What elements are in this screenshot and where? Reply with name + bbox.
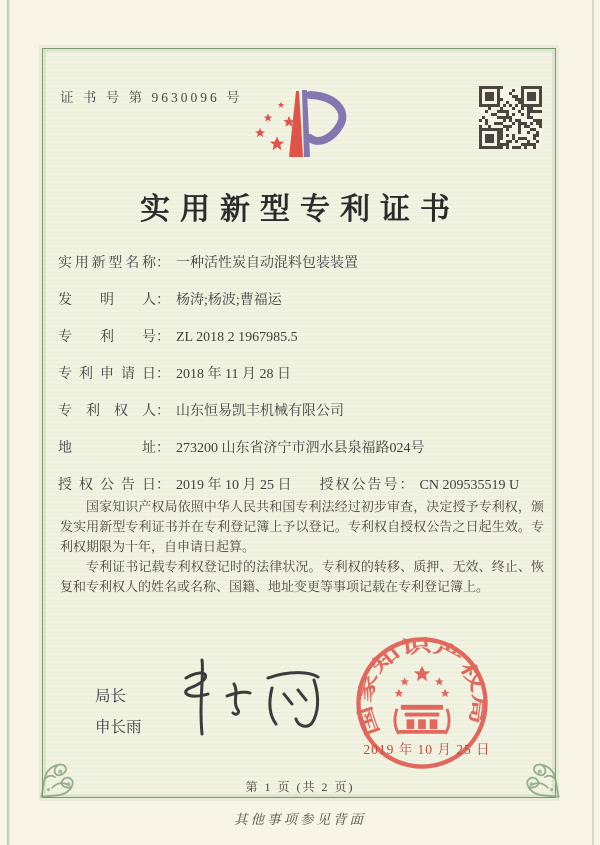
field-colon: ： bbox=[156, 256, 170, 271]
legal-text bbox=[60, 497, 544, 597]
field-colon: ： bbox=[156, 441, 170, 456]
svg-text:国家知识产权局: 国家知识产权局 bbox=[354, 636, 490, 739]
certificate-number: 证 书 号 第 9630096 号 bbox=[60, 90, 243, 105]
scan-edge bbox=[7, 0, 10, 845]
page-number: 第 1 页 (共 2 页) bbox=[245, 780, 355, 794]
field-colon: ： bbox=[399, 478, 414, 493]
field-value: ZL 2018 2 1967985.5 bbox=[176, 330, 298, 345]
certificate-title: 实用新型专利证书 bbox=[140, 193, 460, 226]
field-row-patent-number bbox=[58, 326, 544, 363]
field-value: 273200 山东省济宁市泗水县泉福路024号 bbox=[176, 441, 425, 456]
field-label: 发明人 bbox=[58, 293, 156, 308]
field-value: 杨涛;杨波;曹福运 bbox=[176, 293, 282, 308]
field-colon: ： bbox=[156, 330, 170, 345]
scan-edge bbox=[592, 0, 594, 845]
field-label: 授权公告日 bbox=[58, 478, 156, 493]
field-row-filing-date bbox=[58, 363, 544, 400]
field-label: 专利权人 bbox=[58, 404, 156, 419]
field-colon: ： bbox=[156, 293, 170, 308]
field-row-patentee bbox=[58, 400, 544, 437]
field-row-name bbox=[58, 252, 544, 289]
national-emblem-icon bbox=[395, 665, 450, 733]
field-row-inventors bbox=[58, 289, 544, 326]
seal-date: 2019 年 10 月 25 日 bbox=[363, 742, 491, 757]
signatory-block bbox=[95, 681, 142, 743]
field-colon: ： bbox=[156, 478, 170, 493]
field-value: 山东恒易凯丰机械有限公司 bbox=[176, 404, 344, 419]
legal-paragraph-2: 专利证书记载专利权登记时的法律状况。专利权的转移、质押、无效、终止、恢复和专利权人的姓名或名称、国籍、地址变更等事项记载在专利登记簿上。 bbox=[60, 559, 544, 594]
field-colon: ： bbox=[156, 367, 170, 382]
field-value: 一种活性炭自动混料包装装置 bbox=[176, 256, 358, 271]
field-list bbox=[58, 252, 544, 511]
signatory-title: 局长 bbox=[95, 688, 127, 705]
qr-code bbox=[479, 86, 542, 149]
handwritten-signature-icon bbox=[172, 650, 337, 750]
signatory-name: 申长雨 bbox=[95, 719, 142, 736]
field-label: 地址 bbox=[58, 441, 156, 456]
field-value: 2019 年 10 月 25 日 bbox=[176, 478, 292, 493]
field-value: 2018 年 11 月 28 日 bbox=[176, 367, 291, 382]
field-label: 专利申请日 bbox=[58, 367, 156, 382]
field-value: CN 209535519 U bbox=[419, 478, 520, 493]
legal-paragraph-1: 国家知识产权局依照中华人民共和国专利法经过初步审查，决定授予专利权，颁发实用新型专利证书并在专利登记簿上予以登记。专利权自授权公告之日起生效。专利权期限为十年，自申请日起算。 bbox=[60, 499, 544, 554]
field-row-address bbox=[58, 437, 544, 474]
field-label: 专利号 bbox=[58, 330, 156, 345]
field-colon: ： bbox=[156, 404, 170, 419]
field-label: 授权公告号 bbox=[319, 478, 400, 493]
back-note: 其他事项参见背面 bbox=[234, 812, 366, 827]
cnipa-patent-logo-icon bbox=[233, 70, 385, 186]
field-label: 实用新型名称 bbox=[58, 256, 156, 271]
